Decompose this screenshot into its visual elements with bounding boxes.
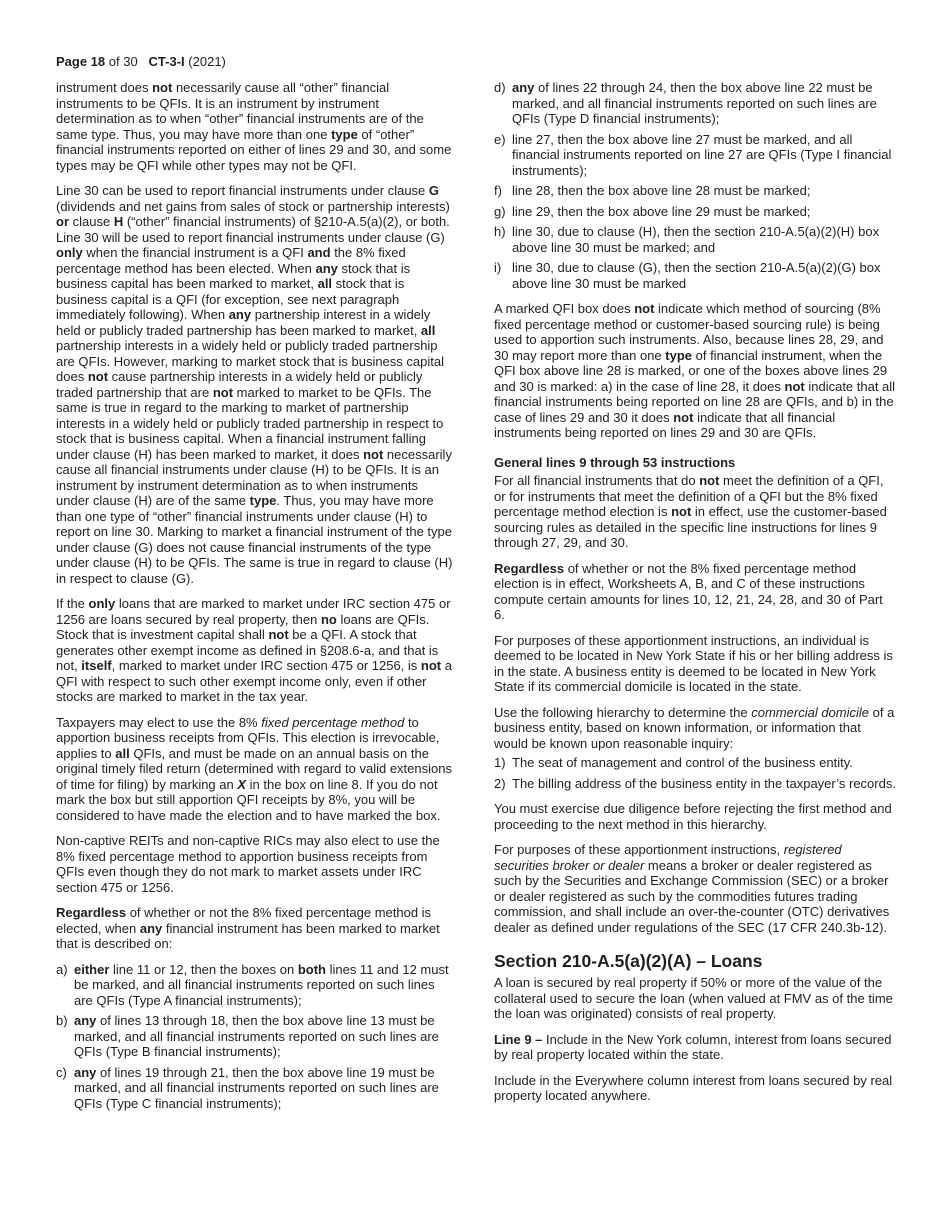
page-header <box>56 54 226 69</box>
left-column <box>56 80 454 1116</box>
text-run: marked to market to be QFIs. The same is true in regard to the marking to market of partnership interests in a widely held or publicly traded partnership in respect to stock that is business capital. When a financial instrument falling under clause (H) has been marked to market, it does <box>56 384 444 462</box>
text-run: to apportion business receipts from QFIs. This election is irrevocable, applies to <box>56 714 440 761</box>
list-item: 2) The billing address of the business entity in the taxpayer’s records. <box>494 775 896 791</box>
list-item: c) any of lines 19 through 21, then the box above line 19 must be marked, and all financial instruments reported on such lines are QFIs (Type C financial instruments); <box>56 1064 439 1111</box>
text-run: (dividends and net gains from sales of stock or partnership interests) <box>56 198 450 214</box>
text-run: stock that is business capital has been marked to market, <box>56 260 411 291</box>
emphasis-text: any <box>228 307 252 322</box>
text-run: loans that are marked to market under IRC section 475 or 1256 are loans secured by real property, then <box>56 596 451 627</box>
emphasis-text: not <box>634 301 655 316</box>
emphasis-text: not <box>363 446 384 462</box>
paragraph: You must exercise due diligence before rejecting the first method and proceeding to the next method in this hierarchy. <box>494 801 892 832</box>
right-column <box>494 80 896 1114</box>
paragraph <box>56 715 454 824</box>
emphasis-text: not <box>673 409 694 425</box>
paragraph: Include in the Everywhere column interest from loans secured by real property located anywhere. <box>494 1072 893 1103</box>
emphasis-text: fixed percentage method <box>261 714 405 730</box>
emphasis-text: not <box>671 504 692 519</box>
list-item: h) line 30, due to clause (H), then the section 210-A.5(a)(2)(H) box above line 30 must be marked; and <box>494 224 880 255</box>
emphasis-text: not <box>152 80 173 95</box>
emphasis-text: type <box>331 126 358 142</box>
section-title: Section 210-A.5(a)(2)(A) – Loans <box>494 951 763 971</box>
text-run: line 27, then the box above line 27 must be marked, and all financial instruments reported on line 27 are QFIs (Type I financial instruments); <box>512 131 892 178</box>
text-run: in effect, use the customer-based sourcing rules as detailed in the specific line instructions for lines 9 through 27, 29, and 30. <box>494 504 887 550</box>
text-run: lines 11 and 12 must be marked, and all financial instruments reported on such lines are QFIs (Type A financial instruments); <box>74 961 449 1008</box>
text-run: partnership interests in a widely held or publicly traded partnership are QFIs. However, marking to market stock that is business capital does <box>56 338 444 384</box>
paragraph <box>56 905 454 952</box>
text-run: of whether or not the 8% fixed percentage method election is in effect, Worksheets A, B, and C of these instructions compute certain amounts for lines 10, 12, 21, 24, 28, and 30 of Part 6. <box>494 560 883 622</box>
text-run: when the financial instrument is a QFI <box>82 245 308 260</box>
list-item: a) either line 11 or 12, then the boxes on both lines 11 and 12 must be marked, and all financial instruments reported on such lines are QFIs (Type A financial instruments); <box>56 961 449 1008</box>
emphasis-text: not <box>699 473 720 488</box>
emphasis-text: any <box>315 260 338 276</box>
paragraph <box>56 183 454 586</box>
emphasis-text: any <box>74 1013 97 1028</box>
paragraph: Non-captive REITs and non-captive RICs may also elect to use the 8% fixed percentage method to apportion business receipts from QFIs even though they do not mark to market assets under IRC section 475 or 1256. <box>56 833 440 895</box>
paragraph: For purposes of these apportionment instructions, an individual is deemed to be located in New York State if his or her billing address is in the state. A business entity is deemed to be located in New York State if its commercial domicile is located in the state. <box>494 632 893 694</box>
text-run: Include in the New York column, interest from loans secured by real property located within the state. <box>494 1031 892 1062</box>
text-run: stock that is business capital is a QFI (for exception, see next paragraph immediately following). When <box>56 276 405 322</box>
emphasis-text: only <box>88 596 116 611</box>
text-run: necessarily cause all financial instruments under clause (H) to be QFIs. It is an instrument by instrument determination as to when instruments under clause (H) are of the same <box>56 446 452 508</box>
emphasis-text: any <box>139 920 163 936</box>
form-year: (2021) <box>188 54 226 69</box>
text-run: Use the following hierarchy to determine the <box>494 704 752 720</box>
text-run: the 8% fixed percentage method has been elected. When <box>56 245 406 276</box>
text-run: of whether or not the 8% fixed percentage method is elected, when <box>56 905 432 936</box>
paragraph: A loan is secured by real property if 50% or more of the value of the collateral used to secure the loan (when valued at FMV as of the time the loan was originated) consists of real property. <box>494 975 893 1021</box>
emphasis-text: Line 9 – <box>494 1031 543 1047</box>
emphasis-text: registered securities broker or dealer <box>494 842 842 873</box>
text-run: partnership interest in a widely held or publicly traded partnership has been marked to market, <box>56 307 431 338</box>
emphasis-text: not <box>784 378 805 394</box>
emphasis-text: or <box>56 214 69 229</box>
emphasis-text: either <box>74 961 110 977</box>
text-run: meet the definition of a QFI, or for instruments that meet the definition of a QFI but the 8% fixed percentage method election is <box>494 473 884 519</box>
section-heading: General lines 9 through 53 instructions <box>494 454 736 470</box>
text-run: Taxpayers may elect to use the 8% <box>56 714 262 730</box>
text-run: indicate which method of sourcing (8% fixed percentage method or customer-based sourcing rule) is being used to apportion such instruments. Also, because lines 28, 29, and 30 may report more than one <box>494 301 884 363</box>
text-run: cause partnership interests in a widely held or publicly traded partnership that are <box>56 369 423 400</box>
paragraph <box>494 842 896 935</box>
text-run: necessarily cause all “other” financial instruments to be QFIs. It is an instrument by instrument determination as to when “other” financial instruments are of the same type. Thus, you may have more than one <box>56 80 424 142</box>
paragraph <box>56 80 454 173</box>
paragraph <box>494 561 896 623</box>
list-item: i) line 30, due to clause (G), then the section 210-A.5(a)(2)(G) box above line 30 must be marked <box>494 260 881 291</box>
emphasis-text: and <box>307 245 331 260</box>
emphasis-text: any <box>512 80 535 95</box>
emphasis-text: commercial domicile <box>751 704 869 720</box>
text-run: loans are QFIs. Stock that is investment capital shall <box>56 611 430 642</box>
list-item: g) line 29, then the box above line 29 must be marked; <box>494 203 811 219</box>
page-number: Page 18 <box>56 54 106 69</box>
emphasis-text: all <box>420 322 436 338</box>
text-run: of lines 13 through 18, then the box above line 13 must be marked, and all financial instruments reported on such lines are QFIs (Type B financial instruments); <box>74 1013 439 1059</box>
emphasis-text: type <box>249 493 277 508</box>
text-run: line 30, due to clause (H), then the section 210-A.5(a)(2)(H) box above line 30 must be marked; and <box>512 224 880 255</box>
list-item: 1) The seat of management and control of the business entity. <box>494 755 853 770</box>
text-run: clause <box>69 214 114 229</box>
emphasis-text: G <box>428 183 440 198</box>
list <box>494 80 896 291</box>
text-run: instrument does <box>56 80 153 95</box>
emphasis-text: both <box>297 961 326 977</box>
text-run: Line 30 can be used to report financial instruments under clause <box>56 183 429 198</box>
text-run: (“other” financial instruments) of §210-A.5(a)(2), or both. Line 30 will be used to report financial instruments under clause (G) <box>56 214 450 245</box>
text-run: not <box>188 539 207 555</box>
page-total: of 30 <box>108 54 138 69</box>
text-run: in the box on line 8. If you do not mark the box but still apportion QFI receipts by 8%, you will be considered to have made the election and to have marked the box. <box>56 776 441 823</box>
text-run: cause financial instruments of the type under clause (H) to be QFIs. The same is true in regard to clause (H) in respect to clause (G). <box>56 539 453 586</box>
text-run: line 11 or 12, then the boxes on <box>109 961 298 977</box>
text-run: line 30, due to clause (G), then the section 210-A.5(a)(2)(G) box above line 30 must be marked <box>512 260 881 291</box>
emphasis-text: all <box>115 745 130 761</box>
text-run: means a broker or dealer registered as such by the Securities and Exchange Commission (SEC) or a broker or dealer registered as such by the commodities futures trading commission, and shall include an over-the-counter (OTC) derivatives dealer as defined under regulations of the SEC (17 CFR 240.3b-12). <box>494 857 890 935</box>
emphasis-text: any <box>74 1064 97 1080</box>
text-run: . Thus, you may have more than one type of “other” financial instruments under clause (H) to report on line 30. Marking to market a financial instrument of the type under clause (G) does <box>56 493 452 555</box>
text-run: of “other” financial instruments reported on either of lines 29 and 30, and some types may be QFI while other types may not be QFI. <box>56 126 452 173</box>
emphasis-text: not <box>212 384 234 400</box>
text-run: line 29, then the box above line 29 must be marked; <box>512 203 811 219</box>
text-run: QFIs, and must be made on an annual basis on the original timely filed return (determined with regard to valid extensions of time for filing) by marking an <box>56 745 452 792</box>
list-item: f) line 28, then the box above line 28 must be marked; <box>494 183 811 198</box>
emphasis-text: X <box>237 776 247 792</box>
emphasis-text: Regardless <box>494 560 565 576</box>
text-run: indicate that all financial instruments being reported on lines 29 and 30 are QFIs. <box>494 409 836 440</box>
text-run: of lines 22 through 24, then the box above line 22 must be marked, and all financial instruments reported on such lines are QFIs (Type D financial instruments); <box>512 80 877 126</box>
text-run: a QFI with respect to such other exempt income only, even if other stocks are marked to market in the tax year. <box>56 658 452 704</box>
emphasis-text: not <box>87 369 109 384</box>
paragraph <box>494 473 896 551</box>
emphasis-text: not <box>420 658 442 673</box>
emphasis-text: type <box>665 347 692 363</box>
paragraph <box>494 301 896 441</box>
text-run: , marked to market under IRC section 475 or 1256, is <box>111 658 421 673</box>
text-run: For all financial instruments that do <box>494 473 700 488</box>
emphasis-text: itself <box>81 658 112 673</box>
form-id: CT-3-I <box>148 54 185 69</box>
text-run: If the <box>56 596 89 611</box>
emphasis-text: Regardless <box>56 905 127 920</box>
emphasis-text: no <box>320 611 337 627</box>
text-run: of financial instrument, when the QFI box above line 28 is marked, or one of the boxes above lines 29 and 30 is marked: a) in the case of line 28, it does <box>494 347 888 394</box>
text-run: A marked QFI box does <box>494 301 635 316</box>
list-item: e) line 27, then the box above line 27 must be marked, and all financial instruments reported on line 27 are QFIs (Type I financial instruments); <box>494 131 892 178</box>
paragraph <box>56 596 454 705</box>
text-run: of lines 19 through 21, then the box above line 19 must be marked, and all financial instruments reported on such lines are QFIs (Type C financial instruments); <box>74 1064 439 1111</box>
emphasis-text: only <box>56 245 83 260</box>
emphasis-text: not <box>268 627 289 642</box>
text-run: of a business entity, based on known information, or information that would be known upon reasonable inquiry: <box>494 704 895 751</box>
emphasis-text: H <box>113 214 124 229</box>
list <box>56 962 454 1112</box>
text-run: indicate that all financial instruments being reported on line 28 are QFIs, and b) in the case of lines 29 and 30 it does <box>494 378 896 425</box>
paragraph <box>494 1032 896 1063</box>
text-run: For purposes of these apportionment instructions, <box>494 842 784 857</box>
paragraph <box>494 705 896 752</box>
list <box>494 755 896 791</box>
text-run: financial instrument has been marked to market that is described on: <box>56 920 440 951</box>
list-item: b) any of lines 13 through 18, then the box above line 13 must be marked, and all financial instruments reported on such lines are QFIs (Type B financial instruments); <box>56 1013 439 1059</box>
emphasis-text: all <box>317 276 333 291</box>
list-item: d) any of lines 22 through 24, then the box above line 22 must be marked, and all financial instruments reported on such lines are QFIs (Type D financial instruments); <box>494 80 877 126</box>
text-run: be a QFI. A stock that generates other exempt income as defined in §208.6-a, and that is not, <box>56 627 439 673</box>
text-run: line 28, then the box above line 28 must be marked; <box>512 183 811 198</box>
